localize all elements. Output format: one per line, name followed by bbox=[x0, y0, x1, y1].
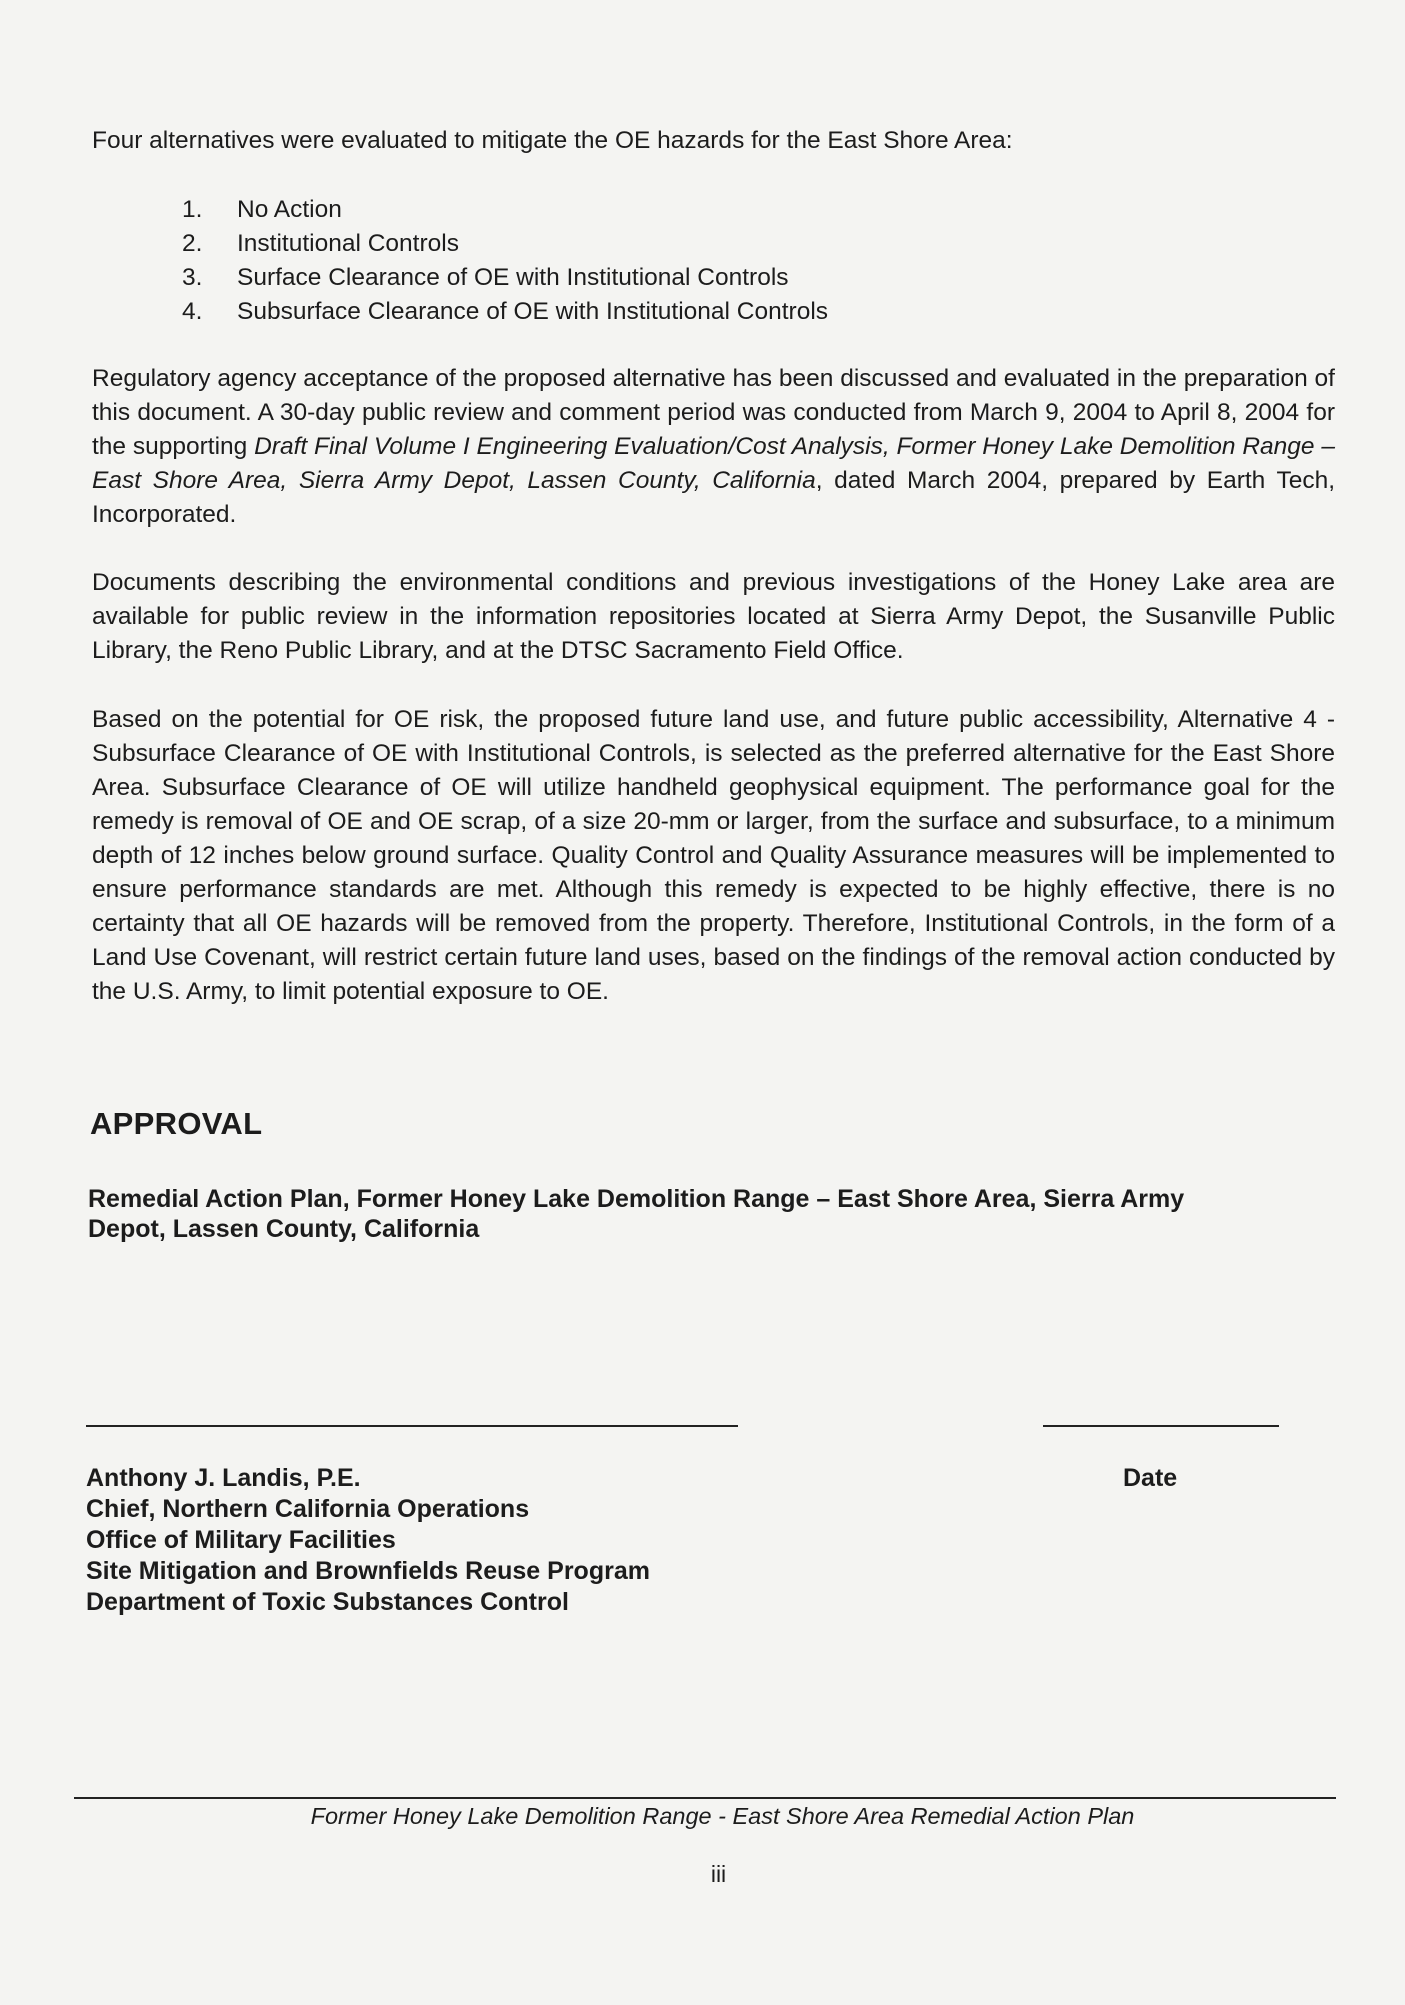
signer-program: Site Mitigation and Brownfields Reuse Program bbox=[86, 1557, 650, 1585]
signer-title: Chief, Northern California Operations bbox=[86, 1495, 530, 1523]
intro-sentence: Four alternatives were evaluated to mitigate the OE hazards for the East Shore Area: bbox=[92, 127, 1013, 154]
page-number: iii bbox=[710, 1861, 727, 1887]
signer-department: Department of Toxic Substances Control bbox=[86, 1588, 569, 1616]
list-item bbox=[182, 261, 828, 295]
regulatory-paragraph-tail: , dated March 2004, prepared by Earth Tech, Incorporated. bbox=[92, 467, 1336, 528]
approval-heading: APPROVAL bbox=[90, 1106, 263, 1141]
list-number: 4. bbox=[182, 298, 203, 325]
date-line bbox=[1043, 1425, 1279, 1427]
list-label: No Action bbox=[237, 196, 342, 223]
list-item bbox=[182, 227, 828, 261]
list-label: Surface Clearance of OE with Institutional Controls bbox=[237, 264, 789, 291]
list-number: 1. bbox=[182, 196, 203, 223]
signer-office: Office of Military Facilities bbox=[86, 1526, 396, 1554]
footer-divider bbox=[74, 1797, 1336, 1799]
selected-alternative-paragraph: Based on the potential for OE risk, the proposed future land use, and future public accessibility, Alternative 4 - Subsurface Clearance of OE with Institutional Controls, is selected as the preferred alternative for the East Shore Area. Subsurface Clearance of OE will utilize handheld geophysical equipment. The performance goal for the remedy is removal of OE and OE scrap, of a size 20-mm or larger, from the surface and subsurface, to a minimum depth of 12 inches below ground surface. Quality Control and Quality Assurance measures will be implemented to ensure performance standards are met. Although this remedy is expected to be highly effective, there is no certainty that all OE hazards will be removed from the property. Therefore, Institutional Controls, in the form of a Land Use Covenant, will restrict certain future land uses, based on the findings of the removal action conducted by the U.S. Army, to limit potential exposure to OE. bbox=[92, 706, 1335, 1005]
regulatory-paragraph-lead: Regulatory agency acceptance of the proposed alternative has been discussed and evaluated in the preparation of this document. A 30-day public review and comment period was conducted from March 9, 2004 to April 8, 2004 for the supporting bbox=[92, 365, 1335, 460]
approval-document-title-line: Remedial Action Plan, Former Honey Lake Demolition Range – East Shore Area, Sierra Army bbox=[88, 1185, 1185, 1213]
signer-name: Anthony J. Landis, P.E. bbox=[86, 1464, 361, 1492]
signature-line bbox=[86, 1425, 738, 1427]
date-label: Date bbox=[1123, 1464, 1178, 1492]
list-label: Subsurface Clearance of OE with Institutional Controls bbox=[237, 298, 829, 325]
referenced-document-title: Draft Final Volume I Engineering Evaluation/Cost Analysis, Former Honey Lake Demolition Range – East Shore Area, Sierra Army Depot, Lassen County, California bbox=[92, 433, 1335, 494]
footer-title: Former Honey Lake Demolition Range - East Shore Area Remedial Action Plan bbox=[310, 1803, 1135, 1829]
list-item bbox=[182, 193, 828, 227]
list-label: Institutional Controls bbox=[237, 230, 459, 257]
regulatory-paragraph bbox=[92, 362, 1335, 532]
list-number: 3. bbox=[182, 264, 203, 291]
list-item bbox=[182, 295, 828, 329]
repositories-paragraph: Documents describing the environmental conditions and previous investigations of the Honey Lake area are available for public review in the information repositories located at Sierra Army Depot, the Susanville Public Library, the Reno Public Library, and at the DTSC Sacramento Field Office. bbox=[92, 569, 1335, 664]
approval-document-title bbox=[88, 1184, 1288, 1244]
list-number: 2. bbox=[182, 230, 203, 257]
signer-block bbox=[86, 1463, 650, 1618]
alternatives-list bbox=[182, 193, 828, 329]
approval-document-title-line: Depot, Lassen County, California bbox=[88, 1215, 480, 1243]
